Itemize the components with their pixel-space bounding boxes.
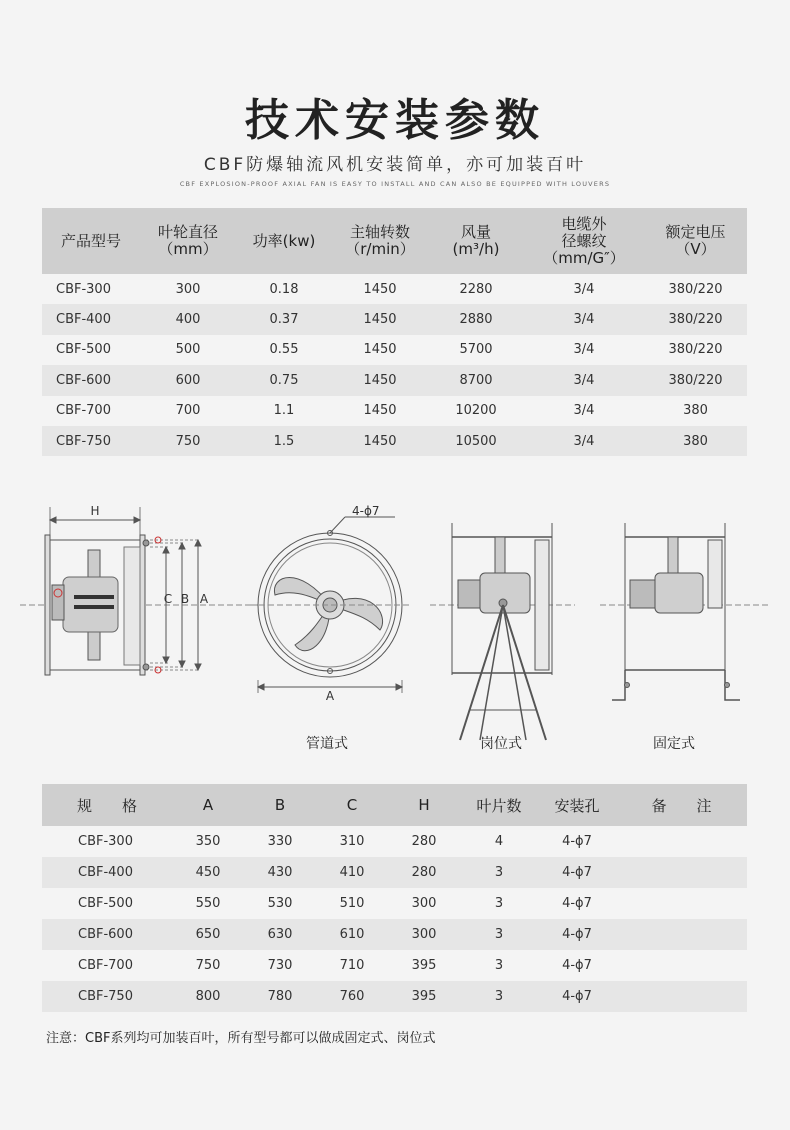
table-cell: 4-ϕ7 — [538, 888, 616, 919]
header-line: 功率(kw) — [252, 231, 316, 250]
table-cell: CBF-600 — [42, 365, 140, 395]
header-line: （mm） — [158, 240, 218, 258]
performance-header-cell — [42, 208, 140, 274]
table-cell: 380 — [644, 396, 747, 426]
table-cell: 800 — [172, 981, 244, 1012]
table-cell: 1450 — [332, 396, 428, 426]
header-line: （r/min） — [345, 240, 415, 258]
table-cell: 430 — [244, 857, 316, 888]
table-cell: 380/220 — [644, 274, 747, 304]
dim-a-front-label: A — [325, 689, 335, 703]
table-cell: 3 — [460, 919, 538, 950]
table-cell: 700 — [140, 396, 236, 426]
hole-spec-label: 4-ϕ7 — [352, 504, 380, 518]
table-cell — [616, 981, 747, 1012]
table-cell — [616, 888, 747, 919]
table-cell: CBF-300 — [42, 826, 172, 857]
table-cell: 380/220 — [644, 335, 747, 365]
table-cell: 410 — [316, 857, 388, 888]
duct-type-caption: 管道式 — [306, 736, 348, 752]
table-cell: CBF-700 — [42, 396, 140, 426]
table-cell: 750 — [172, 950, 244, 981]
stand-type-caption: 岗位式 — [480, 736, 522, 752]
table-cell — [616, 857, 747, 888]
table-cell: CBF-700 — [42, 950, 172, 981]
page-title: 技术安装参数 — [245, 95, 545, 146]
table-cell: 380/220 — [644, 304, 747, 334]
performance-header-cell — [236, 208, 332, 274]
table-cell: 630 — [244, 919, 316, 950]
table-cell: 650 — [172, 919, 244, 950]
performance-header-cell — [644, 208, 747, 274]
table-cell: 4 — [460, 826, 538, 857]
performance-header-cell — [524, 208, 644, 274]
table-cell: 0.75 — [236, 365, 332, 395]
table-cell: 450 — [172, 857, 244, 888]
table-cell: 1.5 — [236, 426, 332, 456]
table-cell: 600 — [140, 365, 236, 395]
table-cell: 510 — [316, 888, 388, 919]
page-subtitle: CBF防爆轴流风机安装简单，亦可加装百叶 — [203, 155, 587, 175]
table-cell: 730 — [244, 950, 316, 981]
performance-header-cell — [332, 208, 428, 274]
table-cell: 330 — [244, 826, 316, 857]
dimension-header-cell: C — [316, 784, 388, 826]
table-cell: 3 — [460, 950, 538, 981]
dimension-header-cell: 备 注 — [616, 784, 747, 826]
table-cell: 3/4 — [524, 396, 644, 426]
header-line: 风量 — [460, 223, 491, 241]
table-cell: 710 — [316, 950, 388, 981]
table-cell: 0.55 — [236, 335, 332, 365]
table-cell: CBF-400 — [42, 857, 172, 888]
dim-a-label: A — [199, 592, 209, 606]
table-cell: 310 — [316, 826, 388, 857]
header-line: 额定电压 — [665, 223, 726, 241]
table-cell: 750 — [140, 426, 236, 456]
table-cell: 1.1 — [236, 396, 332, 426]
table-cell: 280 — [388, 826, 460, 857]
table-row — [42, 274, 747, 304]
table-cell: 3/4 — [524, 274, 644, 304]
installation-diagrams — [0, 495, 790, 765]
table-cell: 10500 — [428, 426, 524, 456]
table-cell: 4-ϕ7 — [538, 950, 616, 981]
table-cell: 300 — [140, 274, 236, 304]
table-cell: 780 — [244, 981, 316, 1012]
table-cell: 3 — [460, 981, 538, 1012]
table-cell — [616, 950, 747, 981]
fixed-type-caption: 固定式 — [653, 736, 695, 752]
table-row — [42, 396, 747, 426]
table-cell: 300 — [388, 888, 460, 919]
table-row — [42, 950, 747, 981]
performance-table-header — [42, 208, 747, 274]
stand-type-diagram — [430, 523, 575, 740]
header-line: 产品型号 — [60, 231, 121, 250]
table-cell: 5700 — [428, 335, 524, 365]
table-row — [42, 826, 747, 857]
table-cell — [616, 826, 747, 857]
table-cell: 500 — [140, 335, 236, 365]
table-cell: 8700 — [428, 365, 524, 395]
table-cell: 1450 — [332, 335, 428, 365]
table-cell: 400 — [140, 304, 236, 334]
table-cell: 3 — [460, 857, 538, 888]
header-line: 叶轮直径 — [157, 223, 218, 241]
table-cell — [616, 919, 747, 950]
table-row — [42, 304, 747, 334]
header-line: （mm/G″） — [543, 248, 625, 267]
table-cell: 760 — [316, 981, 388, 1012]
table-cell: 3/4 — [524, 335, 644, 365]
dimension-header-cell: B — [244, 784, 316, 826]
dimension-table-header — [42, 784, 747, 826]
dimension-header-cell: H — [388, 784, 460, 826]
table-cell: 3/4 — [524, 426, 644, 456]
table-cell: 1450 — [332, 274, 428, 304]
duct-type-front-diagram — [250, 504, 410, 703]
table-row — [42, 365, 747, 395]
table-cell: CBF-300 — [42, 274, 140, 304]
header-line: 主轴转数 — [349, 223, 410, 241]
table-cell: 3/4 — [524, 365, 644, 395]
table-cell: CBF-500 — [42, 335, 140, 365]
table-cell: 4-ϕ7 — [538, 857, 616, 888]
table-cell: 1450 — [332, 426, 428, 456]
performance-header-cell — [428, 208, 524, 274]
table-cell: 395 — [388, 981, 460, 1012]
dimension-header-cell: 规 格 — [42, 784, 172, 826]
table-row — [42, 919, 747, 950]
header-line: 径螺纹 — [561, 231, 607, 250]
table-cell: CBF-500 — [42, 888, 172, 919]
table-cell: 4-ϕ7 — [538, 919, 616, 950]
table-row — [42, 981, 747, 1012]
table-cell: CBF-750 — [42, 981, 172, 1012]
table-row — [42, 335, 747, 365]
dimension-header-cell: A — [172, 784, 244, 826]
table-cell: 530 — [244, 888, 316, 919]
dim-c-label: C — [163, 592, 173, 606]
table-cell: CBF-750 — [42, 426, 140, 456]
diagrams-svg — [0, 495, 790, 765]
table-cell: 10200 — [428, 396, 524, 426]
header-line: (m³/h) — [452, 240, 500, 258]
fixed-type-diagram — [600, 523, 770, 700]
table-row — [42, 888, 747, 919]
page-subtitle-english: CBF EXPLOSION-PROOF AXIAL FAN IS EASY TO INSTALL AND CAN ALSO BE EQUIPPED WITH LOUVERS — [179, 180, 611, 188]
table-row — [42, 857, 747, 888]
table-cell: 0.37 — [236, 304, 332, 334]
header-line: 电缆外 — [561, 214, 607, 233]
dim-h-label: H — [90, 504, 100, 518]
dimension-table-body — [42, 826, 747, 1012]
footer-note: 注意：CBF系列均可加装百叶，所有型号都可以做成固定式、岗位式 — [46, 1031, 436, 1046]
table-cell: 280 — [388, 857, 460, 888]
table-cell: 2880 — [428, 304, 524, 334]
table-cell: 0.18 — [236, 274, 332, 304]
duct-type-side-diagram — [20, 504, 260, 675]
table-cell: 1450 — [332, 365, 428, 395]
dimension-table — [42, 784, 747, 1012]
table-cell: 380/220 — [644, 365, 747, 395]
table-cell: 2280 — [428, 274, 524, 304]
table-cell: 300 — [388, 919, 460, 950]
dimension-header-cell: 叶片数 — [460, 784, 538, 826]
table-cell: 350 — [172, 826, 244, 857]
table-cell: 1450 — [332, 304, 428, 334]
table-cell: CBF-400 — [42, 304, 140, 334]
table-cell: 610 — [316, 919, 388, 950]
performance-table — [42, 208, 747, 456]
performance-header-cell — [140, 208, 236, 274]
performance-table-body — [42, 274, 747, 456]
table-cell: 395 — [388, 950, 460, 981]
table-cell: 4-ϕ7 — [538, 981, 616, 1012]
table-cell: 4-ϕ7 — [538, 826, 616, 857]
dimension-header-cell: 安装孔 — [538, 784, 616, 826]
table-cell: CBF-600 — [42, 919, 172, 950]
dim-b-label: B — [180, 592, 190, 606]
header-line: （V） — [675, 240, 716, 258]
table-cell: 380 — [644, 426, 747, 456]
table-cell: 3 — [460, 888, 538, 919]
table-cell: 550 — [172, 888, 244, 919]
table-row — [42, 426, 747, 456]
table-cell: 3/4 — [524, 304, 644, 334]
